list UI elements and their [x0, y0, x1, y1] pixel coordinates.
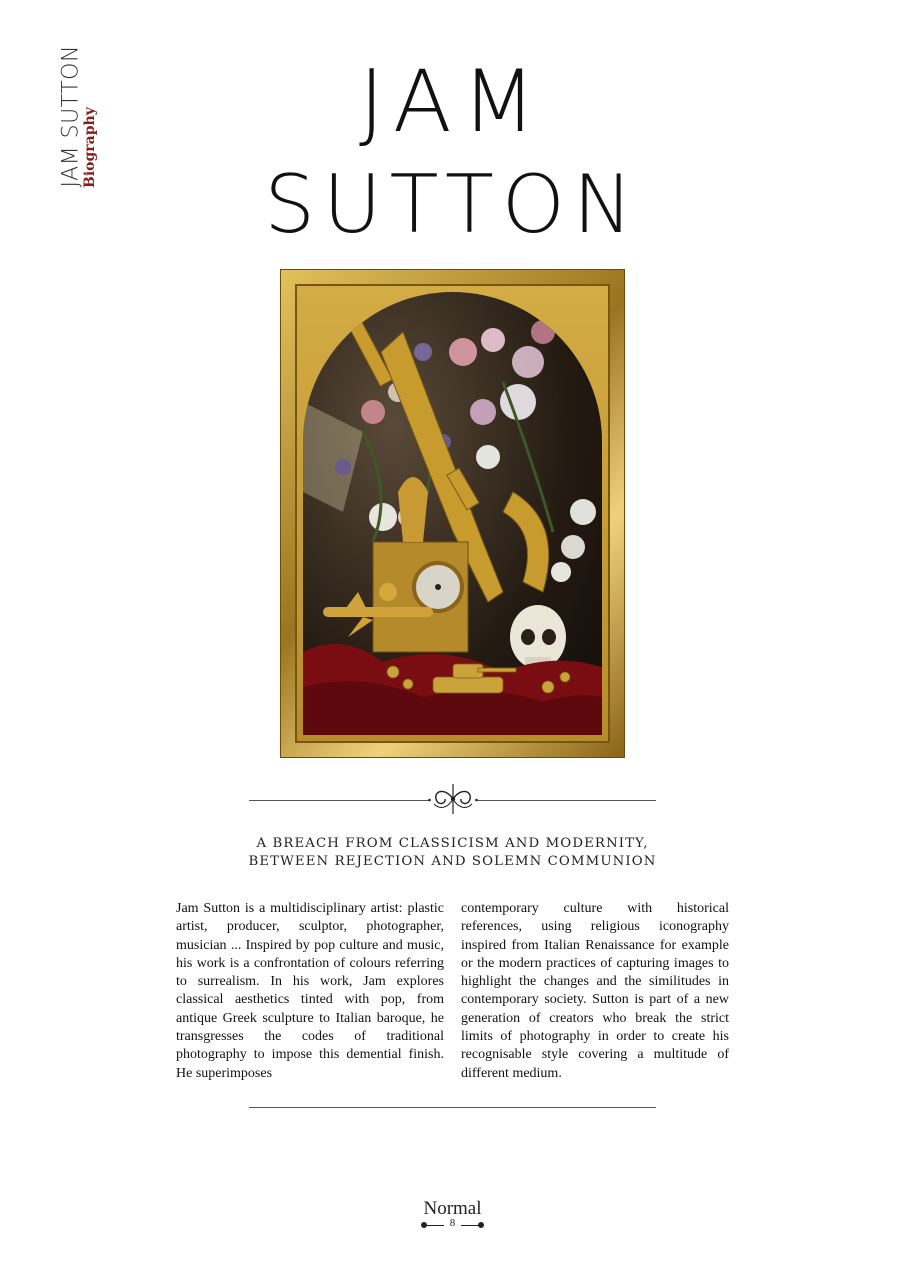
subtitle-line1: A BREACH FROM CLASSICISM AND MODERNITY,	[256, 836, 649, 851]
divider-top-left	[249, 800, 429, 801]
body-column-right: contemporary culture with historical references, using religious iconography inspired from Italian Renaissance for example or the modern practices of capturing images to highlight the changes and the similitudes in contemporary society. Sutton is part of a new generation of creators who break the strict limits of photography in order to create his recognisable style covering a multitude of different medium.	[461, 901, 729, 1081]
page-title-line1: JAM	[359, 52, 546, 152]
fleuron-ornament-icon	[428, 782, 478, 816]
side-section-label: Biography	[82, 107, 98, 188]
page-number: 8	[449, 1217, 456, 1229]
subtitle-line2: BETWEEN REJECTION AND SOLEMN COMMUNION	[248, 854, 657, 869]
side-artist-name: JAM SUTTON	[58, 45, 84, 188]
artwork-frame	[281, 270, 624, 757]
body-column-left: Jam Sutton is a multidisciplinary artist: plastic artist, producer, sculptor, photographer, musician ... Inspired by pop culture and music, his work is a confrontation of colours referring to surrealism. In his work, Jam explores classical aesthetics tinted with pop, from antique Greek sculpture to Italian baroque, he transgresses the codes of traditional photography to impose this demential finish. He superimposes	[176, 901, 444, 1081]
article-subtitle	[0, 835, 905, 871]
magazine-name: Normal	[423, 1198, 482, 1219]
page-title-line2: SUTTON	[264, 158, 641, 251]
artwork-image	[303, 292, 602, 735]
divider-bottom	[249, 1107, 656, 1108]
footer-dot-right	[478, 1222, 484, 1228]
divider-top-right	[476, 800, 656, 801]
